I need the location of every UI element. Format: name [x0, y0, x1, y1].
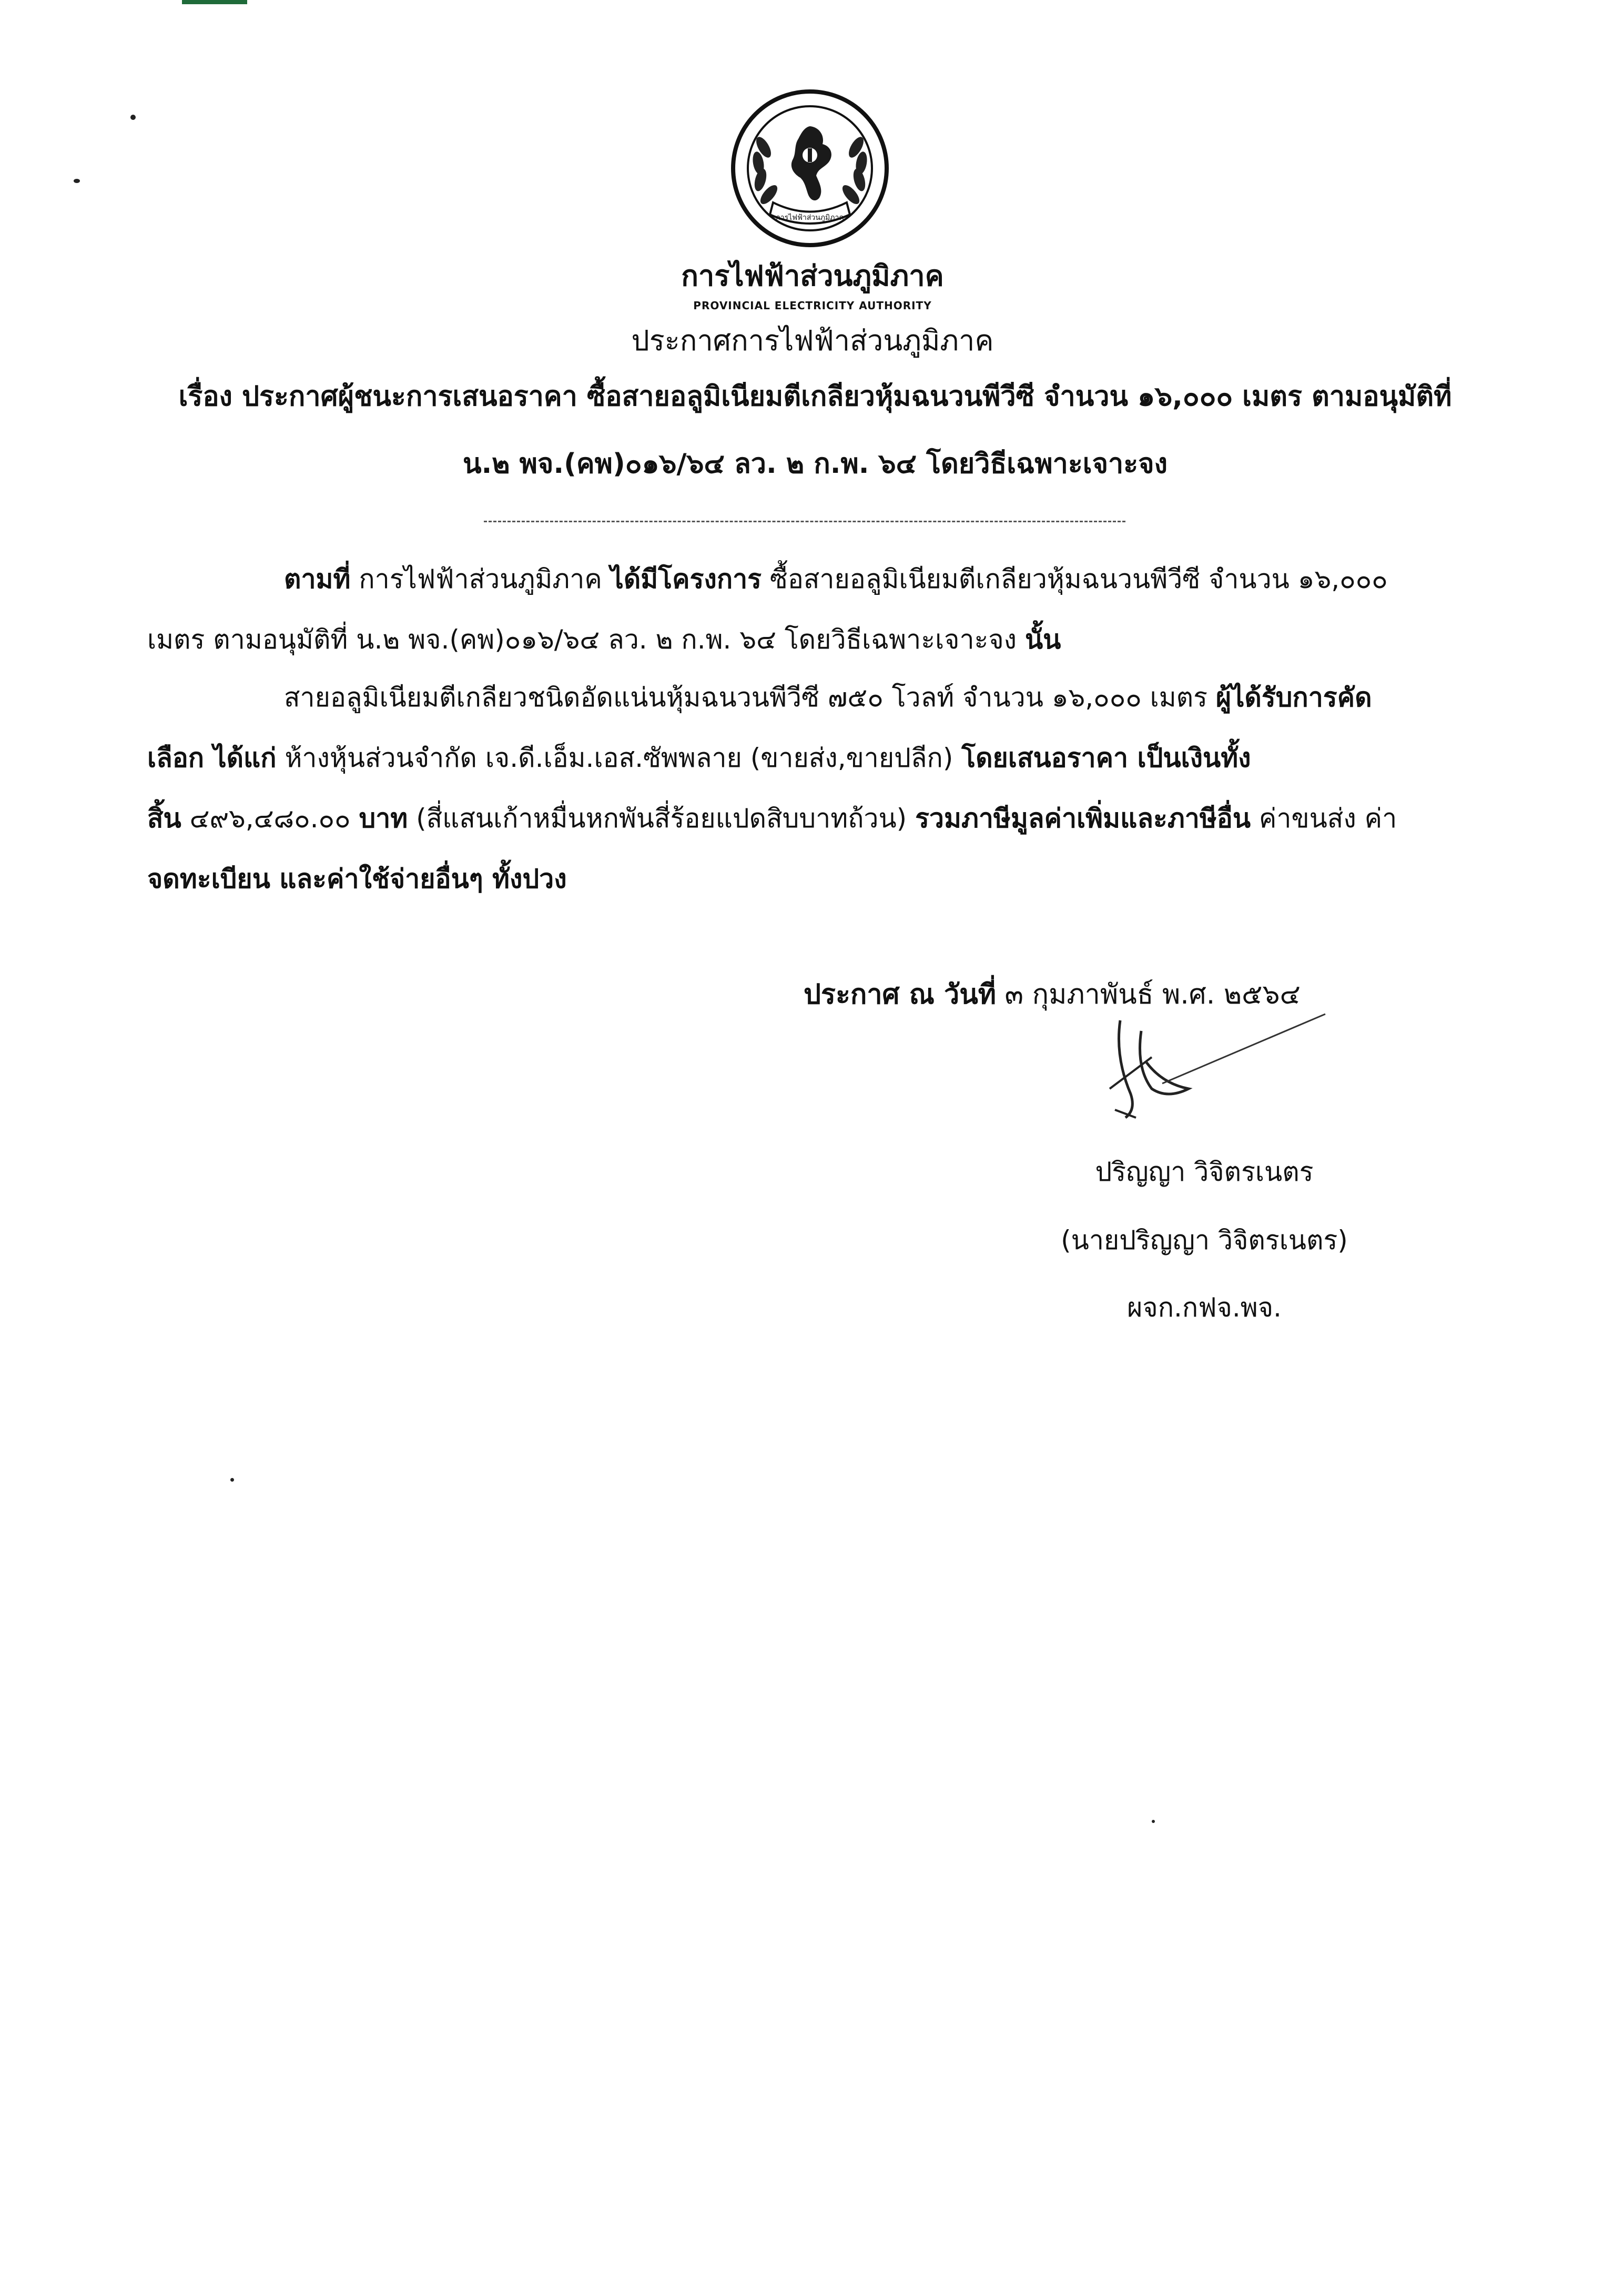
text-segment: สายอลูมิเนียมตีเกลียวชนิดอัดแน่นหุ้มฉนวนพีวีซี ๗๕๐ โวลท์ จำนวน ๑๖,๐๐๐ เมตร [284, 682, 1216, 713]
text-segment: เลือก ได้แก่ [147, 743, 277, 773]
speck [1152, 1820, 1155, 1823]
signature [1099, 1010, 1331, 1131]
text-segment: สิ้น [147, 803, 181, 834]
text-segment: ได้มีโครงการ [610, 564, 762, 594]
paragraph-2-line-3 [147, 799, 1397, 837]
speck [74, 179, 80, 183]
speck [130, 115, 136, 120]
corner-mark [182, 0, 247, 4]
text-segment: ตามที่ [284, 564, 351, 594]
emblem-ribbon-text: การไฟฟ้าส่วนภูมิภาค [776, 214, 844, 222]
announcement-title: ประกาศการไฟฟ้าส่วนภูมิภาค [631, 324, 994, 357]
signer-name: ปริญญา วิจิตรเนตร [1095, 1157, 1314, 1187]
text-segment: ผู้ได้รับการคัด [1215, 682, 1372, 713]
date-label: ประกาศ ณ วันที่ [804, 979, 997, 1010]
divider [484, 521, 1125, 522]
subject-line-1: เรื่อง ประกาศผู้ชนะการเสนอราคา ซื้อสายอลูมิเนียมตีเกลียวหุ้มฉนวนพีวีซี จำนวน ๑๖,๐๐๐ เมตร ตามอนุมัติที่ [178, 381, 1452, 412]
text-segment: ห้างหุ้นส่วนจำกัด เจ.ดี.เอ็ม.เอส.ซัพพลาย (ขายส่ง,ขายปลีก) [276, 743, 962, 773]
signer-full-name: (นายปริญญา วิจิตรเนตร) [1061, 1225, 1348, 1255]
paragraph-2-line-4: จดทะเบียน และค่าใช้จ่ายอื่นๆ ทั้งปวง [147, 864, 567, 894]
text-segment: ค่าขนส่ง ค่า [1251, 803, 1397, 834]
org-name-thai: การไฟฟ้าส่วนภูมิภาค [681, 259, 944, 292]
text-segment: ซื้อสายอลูมิเนียมตีเกลียวหุ้มฉนวนพีวีซี จำนวน ๑๖,๐๐๐ [762, 564, 1388, 594]
paragraph-1-line-1 [284, 560, 1388, 598]
text-segment: บาท [359, 803, 408, 834]
text-segment: นั้น [1025, 624, 1061, 655]
pea-emblem [731, 89, 889, 247]
paragraph-2-line-1 [284, 678, 1372, 716]
text-segment: (สี่แสนเก้าหมื่นหกพันสี่ร้อยแปดสิบบาทถ้วน) [408, 803, 916, 834]
date-value: ๓ กุมภาพันธ์ พ.ศ. ๒๕๖๔ [996, 979, 1301, 1010]
text-segment: ๔๙๖,๔๘๐.๐๐ [181, 803, 359, 834]
paragraph-1-line-2 [147, 621, 1061, 659]
paragraph-2-line-2 [147, 739, 1251, 777]
org-name-english: PROVINCIAL ELECTRICITY AUTHORITY [693, 299, 932, 312]
subject-line-2: น.๒ พจ.(คพ)๐๑๖/๖๔ ลว. ๒ ก.พ. ๖๔ โดยวิธีเฉพาะเจาะจง [462, 448, 1168, 480]
announcement-date [804, 976, 1301, 1014]
text-segment: การไฟฟ้าส่วนภูมิภาค [350, 564, 611, 594]
speck [230, 1478, 234, 1482]
text-segment: โดยเสนอราคา เป็นเงินทั้ง [961, 743, 1251, 773]
signer-position: ผจก.กฟจ.พจ. [1127, 1292, 1282, 1323]
text-segment: เมตร ตามอนุมัติที่ น.๒ พจ.(คพ)๐๑๖/๖๔ ลว. ๒ ก.พ. ๖๔ โดยวิธีเฉพาะเจาะจง [147, 624, 1025, 655]
text-segment: รวมภาษีมูลค่าเพิ่มและภาษีอื่น [915, 803, 1251, 834]
